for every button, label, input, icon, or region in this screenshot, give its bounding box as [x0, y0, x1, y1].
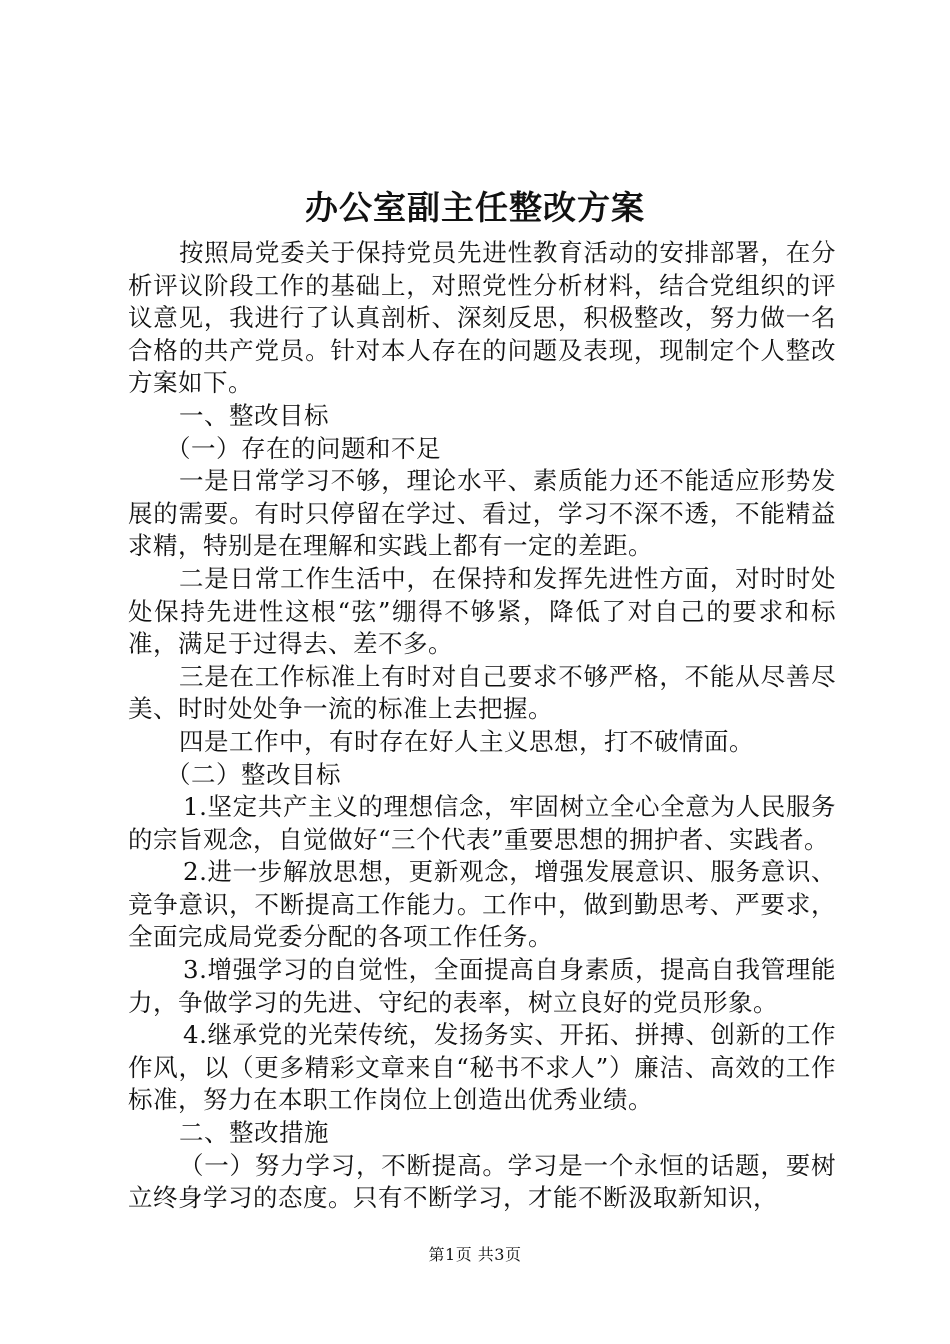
paragraph-problem-4: 四是工作中，有时存在好人主义思想，打不破情面。 — [179, 726, 754, 756]
page-footer: 第1页 共3页 — [428, 1245, 522, 1264]
document-body — [128, 237, 836, 1215]
paragraph-intro: 按照局党委关于保持党员先进性教育活动的安排部署，在分析评议阶段工作的基础上，对照党性分析材料，结合党组织的评议意见，我进行了认真剖析、深刻反思，积极整改，努力做一名合格的共产党员。针对本人存在的问题及表现，现制定个人整改方案如下。 — [128, 238, 836, 398]
paragraph-measure-1: （一）努力学习，不断提高。学习是一个永恒的话题，要树立终身学习的态度。只有不断学习，才能不断汲取新知识， — [128, 1150, 836, 1213]
section-heading-measures: 二、整改措施 — [179, 1118, 329, 1148]
paragraph-problem-1: 一是日常学习不够，理论水平、素质能力还不能适应形势发展的需要。有时只停留在学过、看过，学习不深不透，不能精益求精，特别是在理解和实践上都有一定的差距。 — [128, 466, 836, 561]
subsection-heading-targets: （二）整改目标 — [166, 759, 341, 789]
document-title: 办公室副主任整改方案 — [305, 188, 645, 227]
paragraph-target-3: 3.增强学习的自觉性，全面提高自身素质，提高自我管理能力，争做学习的先进、守纪的表率，树立良好的党员形象。 — [128, 955, 836, 1017]
subsection-heading-problems: （一）存在的问题和不足 — [166, 433, 441, 463]
paragraph-target-4: 4.继承党的光荣传统，发扬务实、开拓、拼搏、创新的工作作风，以（更多精彩文章来自“秘书不求人”）廉洁、高效的工作标准，努力在本职工作岗位上创造出优秀业绩。 — [128, 1020, 836, 1115]
paragraph-target-2: 2.进一步解放思想，更新观念，增强发展意识、服务意识、竞争意识，不断提高工作能力。工作中，做到勤思考、严要求，全面完成局党委分配的各项工作任务。 — [128, 857, 836, 952]
paragraph-problem-3: 三是在工作标准上有时对自己要求不够严格，不能从尽善尽美、时时处处争一流的标准上去把握。 — [128, 661, 836, 724]
paragraph-problem-2: 二是日常工作生活中，在保持和发挥先进性方面，对时时处处保持先进性这根“弦”绷得不够紧，降低了对自己的要求和标准，满足于过得去、差不多。 — [128, 563, 836, 659]
section-heading-goals: 一、整改目标 — [179, 400, 329, 430]
paragraph-target-1: 1.坚定共产主义的理想信念，牢固树立全心全意为人民服务的宗旨观念，自觉做好“三个代表”重要思想的拥护者、实践者。 — [128, 792, 836, 854]
